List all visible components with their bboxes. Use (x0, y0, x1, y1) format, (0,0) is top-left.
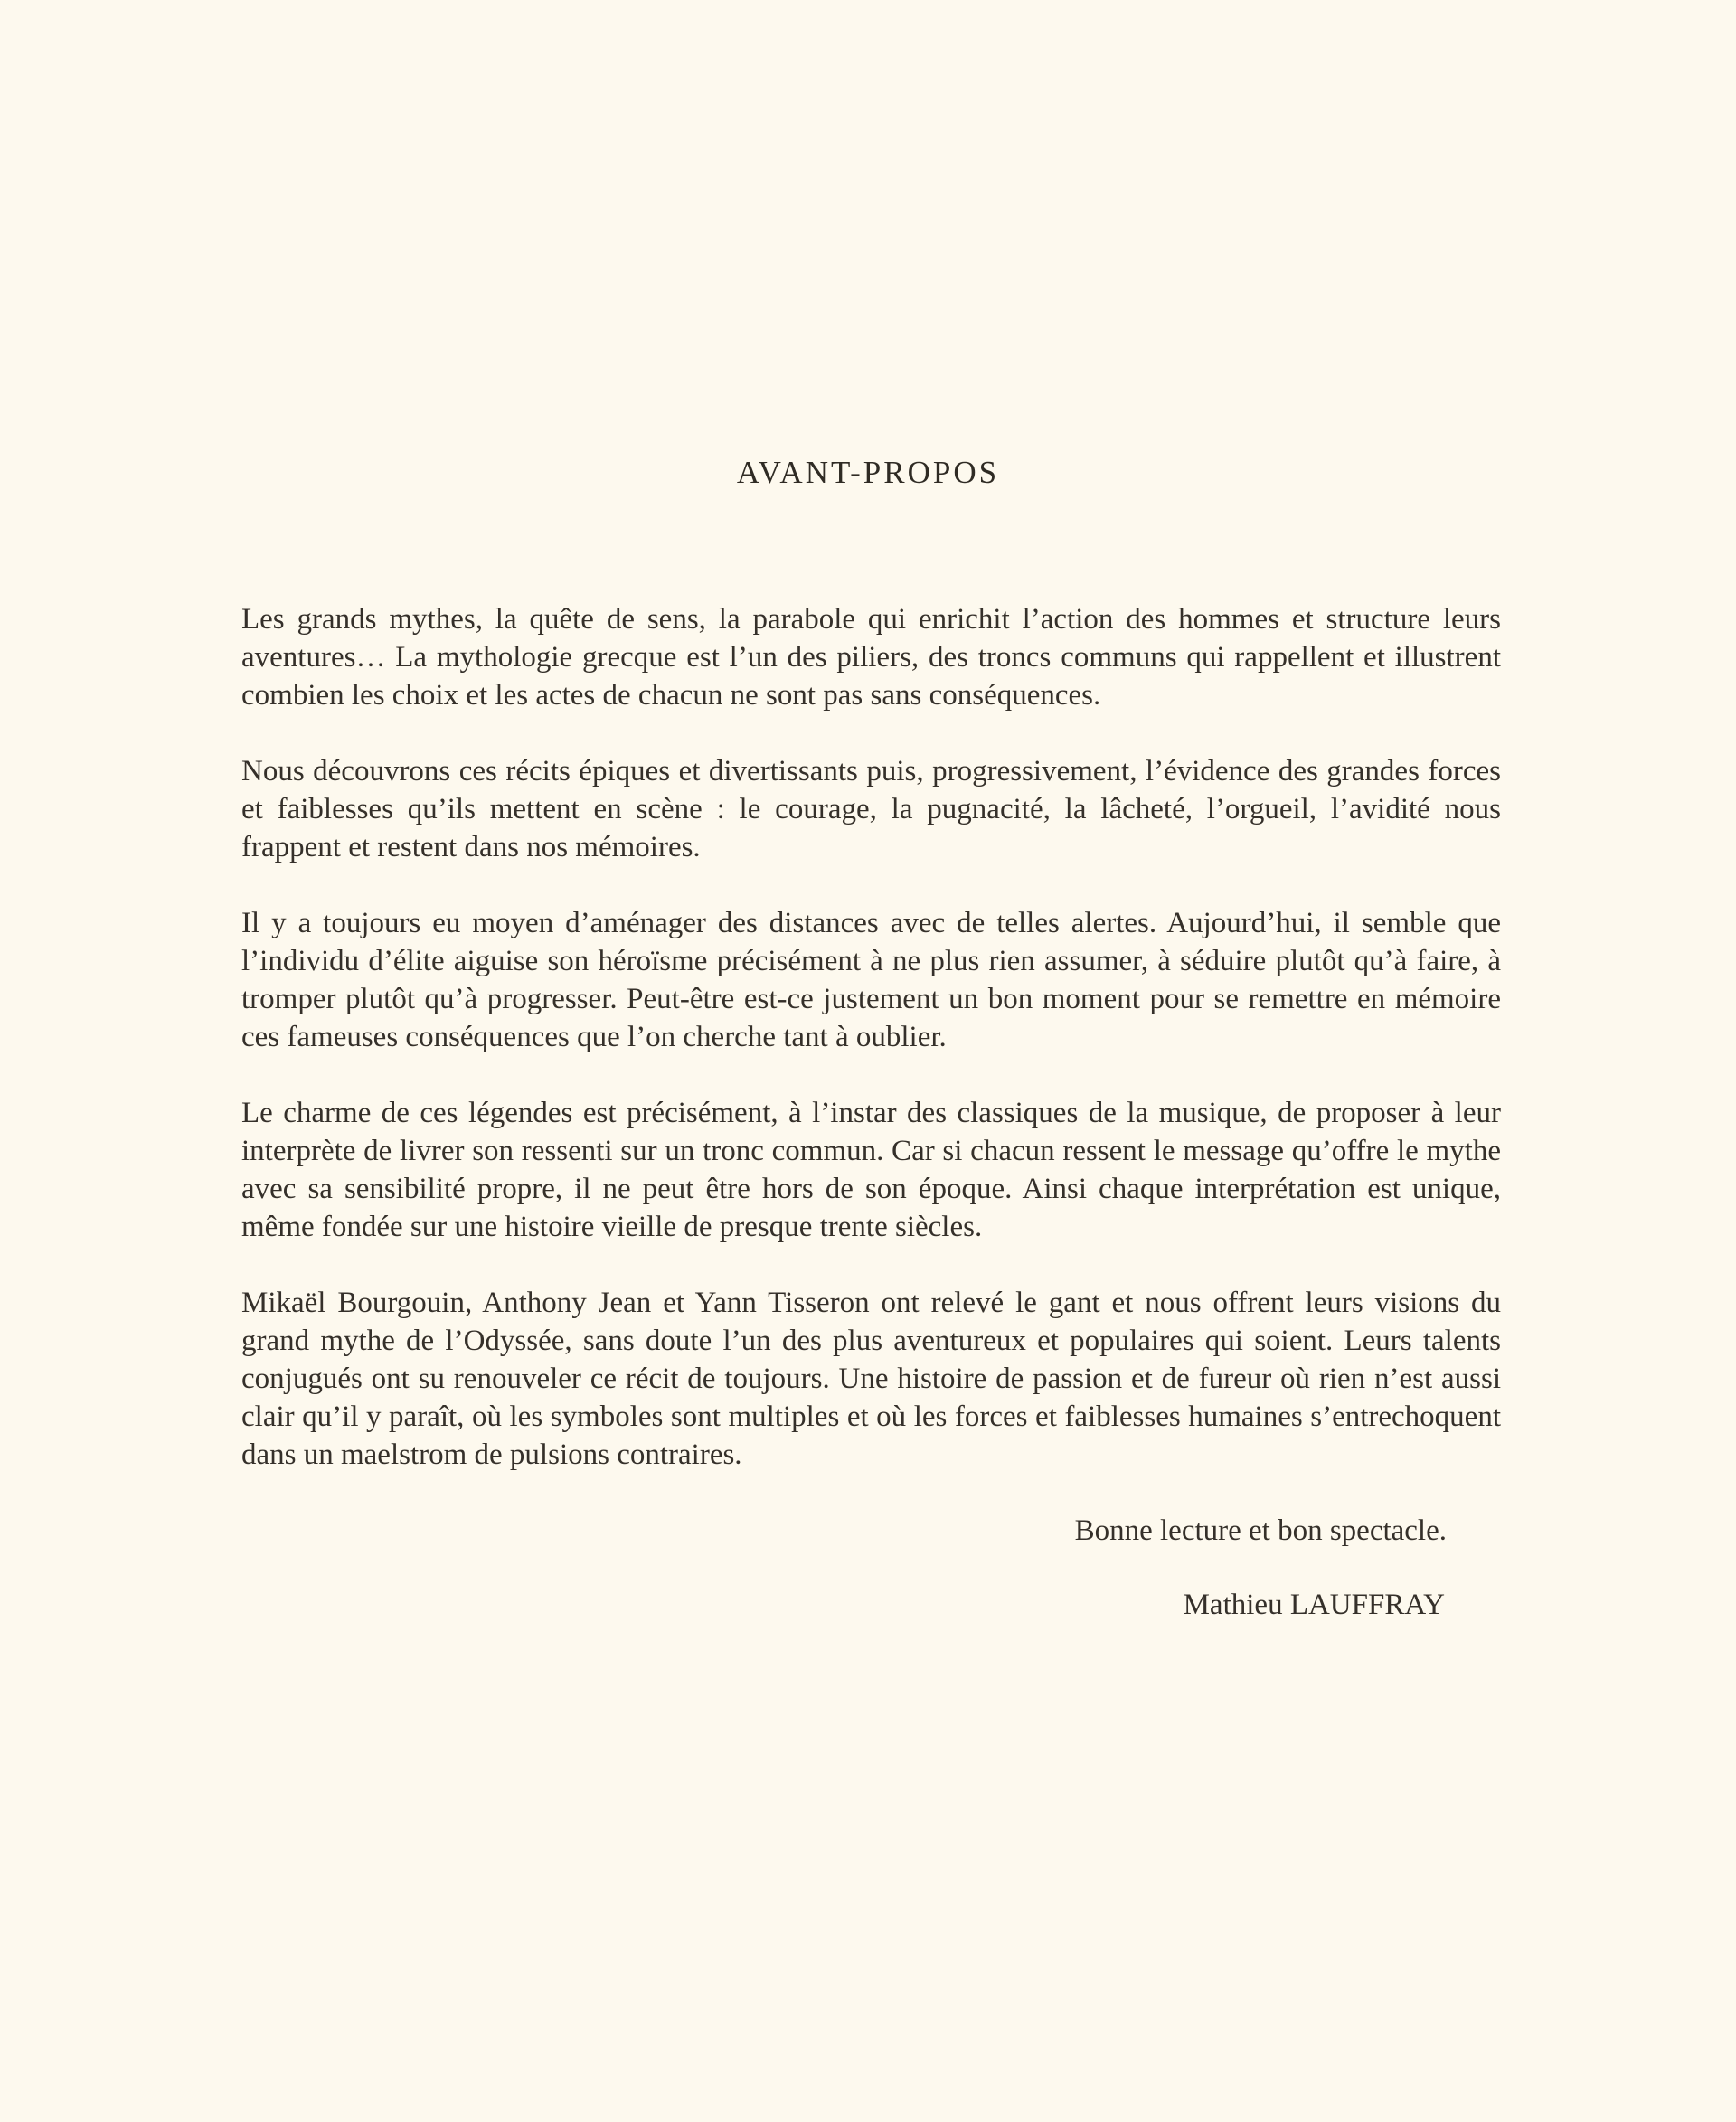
author-signature: Mathieu LAUFFRAY (1183, 1589, 1445, 1621)
closing-line: Bonne lecture et bon spectacle. (1074, 1514, 1447, 1547)
foreword-paragraph-1: Les grands mythes, la quête de sens, la parabole qui enrichit l’action des hommes et structure leurs aventures… La mythologie grecque est l’un des piliers, des troncs communs qui rappellent et illustrent combien les choix et les actes de chacun ne sont pas sans conséquences. (241, 603, 1501, 712)
foreword-paragraph-3: Il y a toujours eu moyen d’aménager des distances avec de telles alertes. Aujourd’hui, il semble que l’individu d’élite aiguise son héroïsme précisément à ne plus rien assumer, à séduire plutôt qu’à faire, à tromper plutôt qu’à progresser. Peut-être est-ce justement un bon moment pour se remettre en mémoire ces fameuses conséquences que l’on cherche tant à oublier. (241, 907, 1501, 1053)
foreword-paragraph-4: Le charme de ces légendes est précisément, à l’instar des classiques de la musique, de proposer à leur interprète de livrer son ressenti sur un tronc commun. Car si chacun ressent le message qu’offre le mythe avec sa sensibilité propre, il ne peut être hors de son époque. Ainsi chaque interprétation est unique, même fondée sur une histoire vieille de presque trente siècles. (241, 1097, 1501, 1243)
page-title: AVANT-PROPOS (736, 455, 1000, 490)
foreword-text-block (241, 600, 1501, 1624)
foreword-paragraph-5: Mikaël Bourgouin, Anthony Jean et Yann Tisseron ont relevé le gant et nous offrent leurs visions du grand mythe de l’Odyssée, sans doute l’un des plus aventureux et populaires qui soient. Leurs talents conjugués ont su renouveler ce récit de toujours. Une histoire de passion et de fureur où rien n’est aussi clair qu’il y paraît, où les symboles sont multiples et où les forces et faiblesses humaines s’entrechoquent dans un maelstrom de pulsions contraires. (241, 1287, 1501, 1471)
foreword-paragraph-2: Nous découvrons ces récits épiques et divertissants puis, progressivement, l’évidence des grandes forces et faiblesses qu’ils mettent en scène : le courage, la pugnacité, la lâcheté, l’orgueil, l’avidité nous frappent et restent dans nos mémoires. (241, 755, 1501, 863)
